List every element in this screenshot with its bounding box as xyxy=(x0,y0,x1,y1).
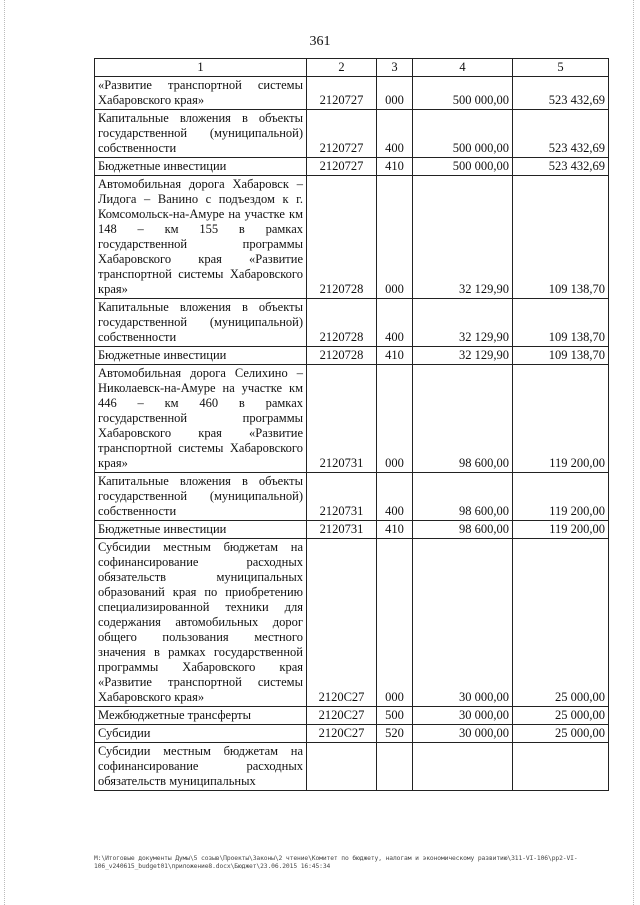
cell-sum2016: 119 200,00 xyxy=(513,521,609,539)
header-row xyxy=(95,59,609,77)
cell-name: Субсидии xyxy=(95,725,307,743)
table-row xyxy=(95,347,609,365)
cell-name: Капитальные вложения в объекты государственной (муниципальной) собственности xyxy=(95,110,307,158)
cell-sum2015: 30 000,00 xyxy=(413,707,513,725)
cell-type: 000 xyxy=(377,176,413,299)
column-header: 2 xyxy=(307,59,377,77)
cell-sum2016: 523 432,69 xyxy=(513,77,609,110)
cell-sum2016: 25 000,00 xyxy=(513,725,609,743)
cell-sum2015: 32 129,90 xyxy=(413,347,513,365)
cell-name: Капитальные вложения в объекты государственной (муниципальной) собственности xyxy=(95,473,307,521)
cell-type xyxy=(377,743,413,791)
cell-code: 2120727 xyxy=(307,158,377,176)
cell-sum2015: 98 600,00 xyxy=(413,521,513,539)
cell-name: Капитальные вложения в объекты государственной (муниципальной) собственности xyxy=(95,299,307,347)
cell-code: 2120С27 xyxy=(307,725,377,743)
cell-sum2016: 119 200,00 xyxy=(513,365,609,473)
table-row xyxy=(95,521,609,539)
cell-name: Межбюджетные трансферты xyxy=(95,707,307,725)
cell-sum2015: 32 129,90 xyxy=(413,299,513,347)
cell-type: 000 xyxy=(377,77,413,110)
cell-code: 2120727 xyxy=(307,77,377,110)
cell-code: 2120728 xyxy=(307,347,377,365)
table-row xyxy=(95,110,609,158)
column-header: 5 xyxy=(513,59,609,77)
cell-type: 400 xyxy=(377,299,413,347)
cell-name: Бюджетные инвестиции xyxy=(95,158,307,176)
column-header: 1 xyxy=(95,59,307,77)
table-row xyxy=(95,725,609,743)
table-body xyxy=(95,77,609,791)
left-edge-line xyxy=(4,0,6,905)
cell-sum2015: 500 000,00 xyxy=(413,158,513,176)
cell-name: Автомобильная дорога Хабаровск – Лидога – Ванино с подъездом к г. Комсомольск-на-Амуре на участке км 148 – км 155 в рамках государственной программы Хабаровского края «Развитие транспортной системы Хабаровского края» xyxy=(95,176,307,299)
cell-type: 400 xyxy=(377,473,413,521)
table-row xyxy=(95,176,609,299)
cell-sum2016: 109 138,70 xyxy=(513,299,609,347)
cell-type: 520 xyxy=(377,725,413,743)
table-row xyxy=(95,539,609,707)
cell-sum2015 xyxy=(413,743,513,791)
cell-name: «Развитие транспортной системы Хабаровского края» xyxy=(95,77,307,110)
table-row xyxy=(95,158,609,176)
cell-type: 500 xyxy=(377,707,413,725)
cell-name: Бюджетные инвестиции xyxy=(95,347,307,365)
cell-sum2016: 25 000,00 xyxy=(513,539,609,707)
cell-sum2016 xyxy=(513,743,609,791)
table-row xyxy=(95,473,609,521)
cell-sum2016: 25 000,00 xyxy=(513,707,609,725)
cell-type: 410 xyxy=(377,158,413,176)
table-row xyxy=(95,743,609,791)
cell-code: 2120С27 xyxy=(307,539,377,707)
cell-type: 410 xyxy=(377,521,413,539)
document-path-footer: M:\Итоговые документы Думы\5 созыв\Проекты\Законы\2 чтение\Комитет по бюджету, налогам и экономическому развитию\311-VI-106\рр2-VI-106_v240615_budget01\приложение8.docx\Бюджет\23.06.2015 16:45:34 xyxy=(94,855,578,870)
cell-code: 2120731 xyxy=(307,365,377,473)
cell-code: 2120731 xyxy=(307,473,377,521)
right-edge-line xyxy=(633,0,635,905)
column-header: 3 xyxy=(377,59,413,77)
page-number: 361 xyxy=(309,34,331,49)
cell-type: 410 xyxy=(377,347,413,365)
column-header: 4 xyxy=(413,59,513,77)
cell-sum2015: 500 000,00 xyxy=(413,77,513,110)
cell-sum2016: 523 432,69 xyxy=(513,158,609,176)
cell-code: 2120728 xyxy=(307,299,377,347)
cell-code: 2120728 xyxy=(307,176,377,299)
cell-code: 2120727 xyxy=(307,110,377,158)
cell-code: 2120731 xyxy=(307,521,377,539)
cell-name: Автомобильная дорога Селихино – Николаевск-на-Амуре на участке км 446 – км 460 в рамках государственной программы Хабаровского края «Развитие транспортной системы Хабаровского края» xyxy=(95,365,307,473)
cell-name: Субсидии местным бюджетам на софинансирование расходных обязательств муниципальных xyxy=(95,743,307,791)
cell-sum2015: 98 600,00 xyxy=(413,473,513,521)
cell-sum2016: 523 432,69 xyxy=(513,110,609,158)
cell-code xyxy=(307,743,377,791)
table-row xyxy=(95,77,609,110)
table-row xyxy=(95,299,609,347)
cell-sum2016: 109 138,70 xyxy=(513,176,609,299)
cell-sum2015: 30 000,00 xyxy=(413,725,513,743)
cell-sum2016: 109 138,70 xyxy=(513,347,609,365)
table-row xyxy=(95,365,609,473)
cell-type: 000 xyxy=(377,365,413,473)
cell-sum2015: 30 000,00 xyxy=(413,539,513,707)
cell-sum2016: 119 200,00 xyxy=(513,473,609,521)
cell-sum2015: 32 129,90 xyxy=(413,176,513,299)
cell-sum2015: 500 000,00 xyxy=(413,110,513,158)
cell-sum2015: 98 600,00 xyxy=(413,365,513,473)
table-row xyxy=(95,707,609,725)
cell-name: Бюджетные инвестиции xyxy=(95,521,307,539)
budget-table xyxy=(94,58,609,791)
cell-code: 2120С27 xyxy=(307,707,377,725)
cell-type: 400 xyxy=(377,110,413,158)
cell-name: Субсидии местным бюджетам на софинансирование расходных обязательств муниципальных образований края по приобретению специализированной техники для содержания автомобильных дорог общего пользования местного значения в рамках государственной программы Хабаровского края «Развитие транспортной системы Хабаровского края» xyxy=(95,539,307,707)
cell-type: 000 xyxy=(377,539,413,707)
